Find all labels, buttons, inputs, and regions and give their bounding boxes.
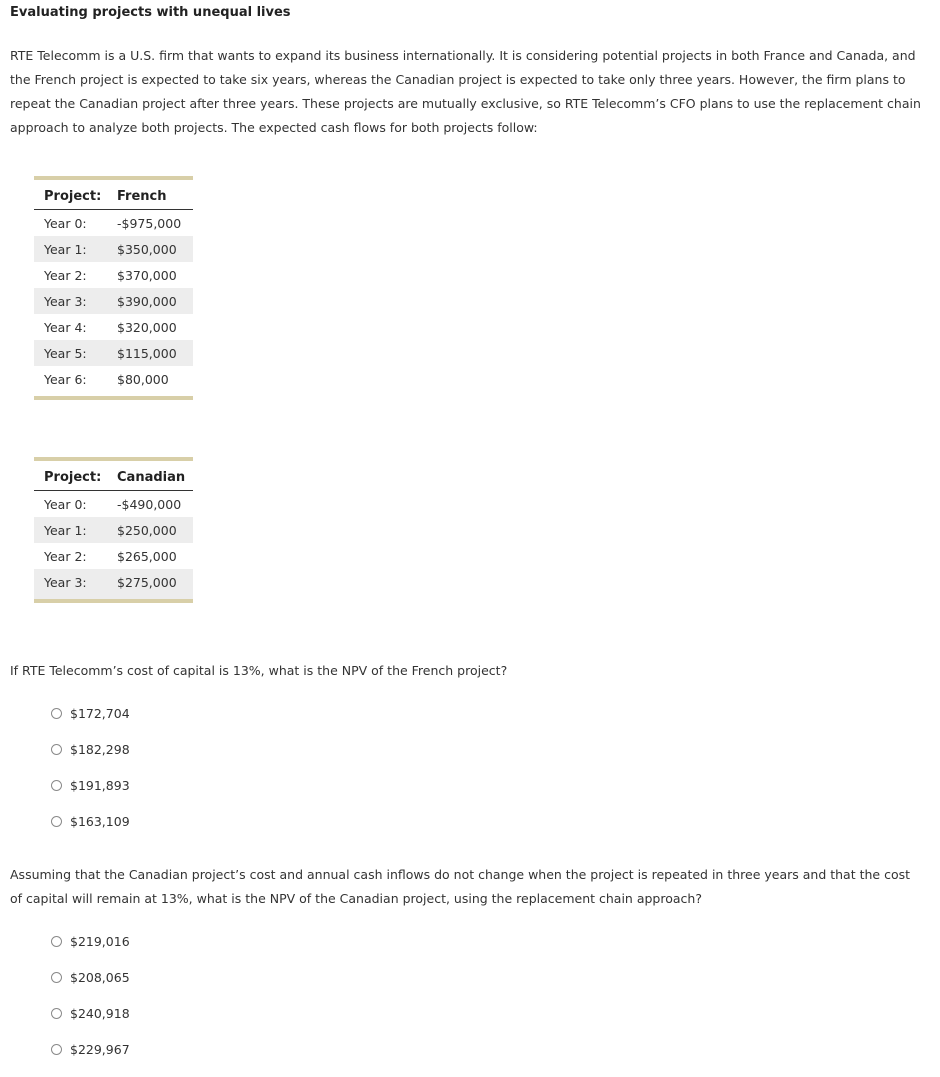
answer-option[interactable]	[51, 959, 130, 995]
value-cell: $265,000	[117, 548, 177, 564]
value-cell: -$975,000	[117, 215, 182, 231]
table-row	[34, 210, 193, 237]
radio-icon[interactable]	[51, 744, 62, 755]
radio-icon[interactable]	[51, 816, 62, 827]
intro-paragraph: RTE Telecomm is a U.S. firm that wants to expand its business internationally. It is considering potential projects in both France and Canada, and the French project is expected to take six years, whereas the Canadian project is expected to take only three years. However, the firm plans to repeat the Canadian project after three years. These projects are mutually exclusive, so RTE Telecomm’s CFO plans to use the replacement chain approach to analyze both projects. The expected cash flows for both projects follow:	[10, 48, 921, 135]
table-row	[34, 366, 193, 396]
table-row	[34, 262, 193, 288]
answer-option[interactable]	[51, 767, 130, 803]
canadian-cash-flow-table	[34, 457, 193, 603]
table-row	[34, 491, 193, 518]
question-2-text: Assuming that the Canadian project’s cost and annual cash inflows do not change when the project is repeated in three years and that the cost of capital will remain at 13%, what is the NPV of the Canadian project, using the replacement chain approach?	[10, 867, 910, 906]
year-cell: Year 0:	[44, 215, 87, 231]
radio-icon[interactable]	[51, 1044, 62, 1055]
value-cell: $250,000	[117, 517, 193, 543]
year-cell: Year 2:	[44, 267, 87, 283]
value-cell: -$490,000	[117, 496, 182, 512]
value-cell: $350,000	[117, 236, 193, 262]
option-label: $219,016	[70, 933, 130, 949]
question-1-options	[51, 695, 130, 839]
option-label: $172,704	[70, 705, 130, 721]
question-1-text: If RTE Telecomm’s cost of capital is 13%, what is the NPV of the French project?	[10, 663, 508, 678]
table-header-label: Project:	[34, 180, 117, 210]
table-header-project: Canadian	[117, 461, 193, 491]
year-cell: Year 4:	[44, 319, 87, 335]
option-label: $229,967	[70, 1041, 130, 1057]
year-cell: Year 2:	[44, 548, 87, 564]
value-cell: $115,000	[117, 340, 193, 366]
year-cell: Year 1:	[34, 517, 117, 543]
answer-option[interactable]	[51, 803, 130, 839]
year-cell: Year 3:	[34, 288, 117, 314]
year-cell: Year 1:	[34, 236, 117, 262]
answer-option[interactable]	[51, 1031, 130, 1067]
table-row	[34, 340, 193, 366]
table-row	[34, 569, 193, 599]
radio-icon[interactable]	[51, 1008, 62, 1019]
option-label: $191,893	[70, 777, 130, 793]
table-header-label: Project:	[34, 461, 117, 491]
table-row	[34, 314, 193, 340]
answer-option[interactable]	[51, 923, 130, 959]
question-2-options	[51, 923, 130, 1067]
table-row	[34, 543, 193, 569]
year-cell: Year 5:	[34, 340, 117, 366]
value-cell: $320,000	[117, 319, 177, 335]
year-cell: Year 3:	[34, 569, 117, 599]
radio-icon[interactable]	[51, 780, 62, 791]
radio-icon[interactable]	[51, 936, 62, 947]
value-cell: $370,000	[117, 267, 177, 283]
year-cell: Year 0:	[44, 496, 87, 512]
page-title: Evaluating projects with unequal lives	[10, 5, 291, 20]
value-cell: $390,000	[117, 288, 193, 314]
option-label: $240,918	[70, 1005, 130, 1021]
value-cell: $275,000	[117, 569, 193, 599]
french-cash-flow-table	[34, 176, 193, 400]
option-label: $163,109	[70, 813, 130, 829]
value-cell: $80,000	[117, 371, 169, 387]
option-label: $208,065	[70, 969, 130, 985]
table-row	[34, 288, 193, 314]
table-row	[34, 236, 193, 262]
option-label: $182,298	[70, 741, 130, 757]
answer-option[interactable]	[51, 995, 130, 1031]
year-cell: Year 6:	[44, 371, 87, 387]
answer-option[interactable]	[51, 695, 130, 731]
table-header-project: French	[117, 180, 193, 210]
answer-option[interactable]	[51, 731, 130, 767]
radio-icon[interactable]	[51, 972, 62, 983]
radio-icon[interactable]	[51, 708, 62, 719]
table-row	[34, 517, 193, 543]
